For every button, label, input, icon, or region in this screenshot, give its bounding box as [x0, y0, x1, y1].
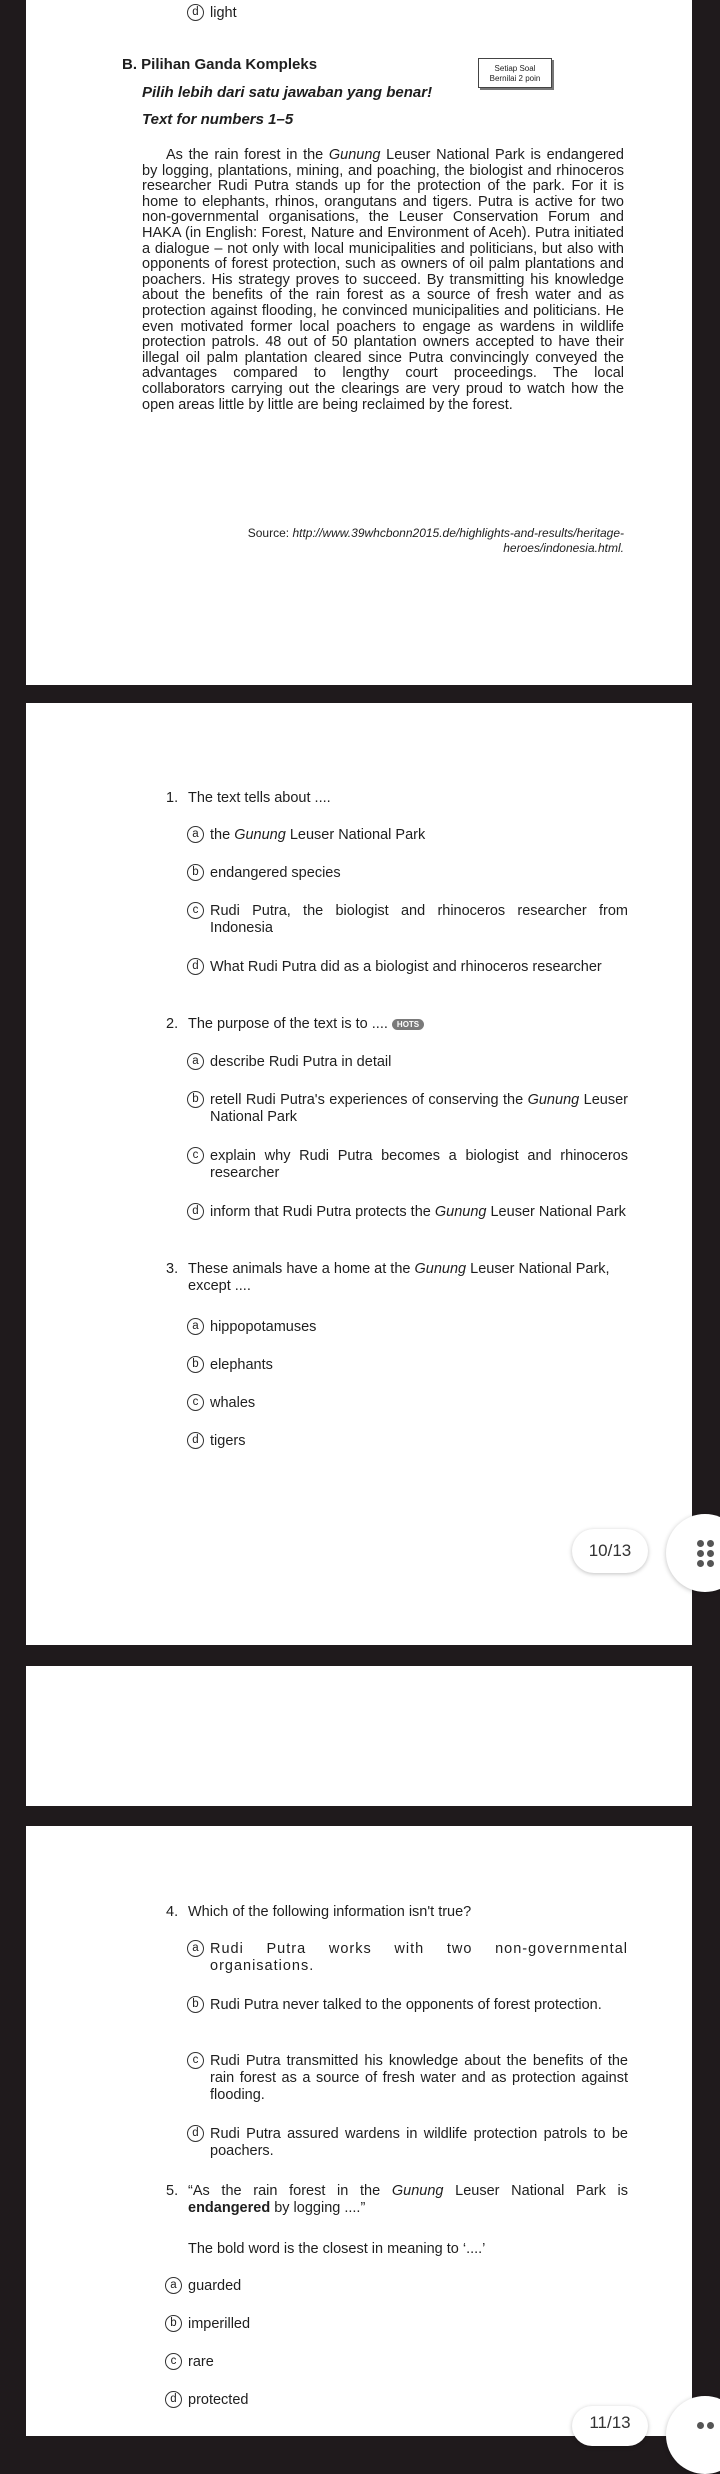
- page-indicator: 11/13: [572, 2406, 648, 2446]
- score-line-2: Bernilai 2 poin: [489, 74, 541, 83]
- question-bold-word: endangered: [188, 2200, 271, 2216]
- menu-dot-icon: [707, 2422, 714, 2429]
- option-text: What Rudi Putra did as a biologist and rhinoceros researcher: [210, 959, 602, 975]
- question-number: 3.: [166, 1261, 179, 1277]
- menu-dot-icon: [697, 1560, 704, 1567]
- page-indicator: 10/13: [572, 1529, 648, 1573]
- option-letter: c: [187, 902, 204, 919]
- option-text-italic: Gunung: [527, 1092, 580, 1108]
- q5-option-b[interactable]: [166, 2316, 606, 2333]
- option-text: Rudi Putra, the biologist and rhinoceros researcher from Indonesia: [210, 903, 628, 936]
- option-text-start: the: [210, 827, 235, 843]
- option-text: Rudi Putra works with two non-governmental organisations.: [210, 1941, 628, 1974]
- option-letter: c: [165, 2353, 182, 2370]
- option-letter: a: [187, 1318, 204, 1335]
- score-line-1: Setiap Soal: [494, 64, 536, 73]
- option-text: [188, 1092, 628, 1126]
- option-letter: b: [187, 1356, 204, 1373]
- option-letter: d: [187, 1432, 204, 1449]
- option-text: elephants: [210, 1357, 273, 1373]
- option-letter: d: [187, 1203, 204, 1220]
- option-text: light: [210, 5, 237, 21]
- option-text: [188, 1204, 628, 1221]
- q3-option-d[interactable]: [188, 1433, 628, 1450]
- page-2: [26, 703, 692, 1645]
- question-2: [166, 1016, 628, 1033]
- option-text: protected: [188, 2392, 249, 2408]
- q1-option-a[interactable]: [188, 827, 628, 844]
- option-text: hippopotamuses: [210, 1319, 317, 1335]
- option-text: describe Rudi Putra in detail: [210, 1054, 392, 1070]
- q4-option-a[interactable]: [188, 1941, 628, 1975]
- prev-option-d[interactable]: [188, 5, 628, 22]
- option-letter: a: [187, 1940, 204, 1957]
- option-text-rest: Leuser National Park: [210, 1092, 628, 1125]
- menu-dot-icon: [697, 1540, 704, 1547]
- source-url[interactable]: http://www.39whcbonn2015.de/highlights-and-results/heritage-heroes/indonesia.html.: [292, 526, 624, 555]
- passage-start: As the rain forest in the: [166, 147, 329, 163]
- q2-option-b[interactable]: [188, 1092, 628, 1126]
- option-text-rest: Leuser National Park: [486, 1204, 626, 1220]
- menu-dot-icon: [707, 1550, 714, 1557]
- section-title: B. Pilihan Ganda Kompleks: [122, 56, 318, 73]
- question-text-start: “As the rain forest in the: [188, 2183, 392, 2199]
- source-label: Source:: [247, 526, 293, 540]
- q5-option-d[interactable]: [166, 2392, 606, 2409]
- passage-italic: Gunung: [328, 147, 381, 163]
- q3-option-b[interactable]: [188, 1357, 628, 1374]
- q3-option-a[interactable]: [188, 1319, 628, 1336]
- q4-option-d[interactable]: [188, 2126, 628, 2160]
- question-text-wrap: [166, 1016, 628, 1033]
- option-letter: d: [165, 2391, 182, 2408]
- option-text-start: retell Rudi Putra's experiences of conserving the: [210, 1092, 528, 1108]
- q4-option-b[interactable]: [188, 1997, 628, 2014]
- option-text: explain why Rudi Putra becomes a biologist and rhinoceros researcher: [210, 1148, 628, 1181]
- question-5-sub: The bold word is the closest in meaning to ‘....’: [188, 2241, 486, 2257]
- option-letter: c: [187, 1394, 204, 1411]
- option-letter: c: [187, 2052, 204, 2069]
- option-letter: b: [165, 2315, 182, 2332]
- question-text-rest: Leuser National Park is: [443, 2183, 628, 2199]
- q5-option-a[interactable]: [166, 2278, 606, 2295]
- score-box: [478, 58, 552, 88]
- option-text-italic: Gunung: [434, 1204, 487, 1220]
- option-text: rare: [188, 2354, 214, 2370]
- text-heading: Text for numbers 1–5: [142, 111, 294, 128]
- question-3: [166, 1261, 628, 1295]
- question-text: The text tells about ....: [188, 790, 331, 806]
- page-1: [26, 0, 692, 685]
- option-text: imperilled: [188, 2316, 251, 2332]
- q3-option-c[interactable]: [188, 1395, 628, 1412]
- question-number: 4.: [166, 1904, 179, 1920]
- question-5: [166, 2183, 628, 2217]
- menu-dot-icon: [707, 1540, 714, 1547]
- option-text: guarded: [188, 2278, 242, 2294]
- question-number: 2.: [166, 1016, 179, 1032]
- question-text: [166, 2183, 628, 2217]
- passage: [142, 148, 624, 413]
- question-text-end: by logging ....”: [270, 2200, 366, 2216]
- option-letter: b: [187, 1996, 204, 2013]
- option-text-italic: Gunung: [234, 827, 286, 843]
- passage-rest: Leuser National Park is endangered by logging, plantations, mining, and poaching, the biologist and rhinoceros researcher Rudi Putra stands up for the protection of the park. For it is home to elephants, rhinos, orangutans and tigers. Putra is active for two non-governmental organisations, the Leuser Conservation Forum and HAKA (in English: Forest, Nature and Environment of Aceh). Putra initiated a dialogue – not only with local municipalities and politicians, but also with opponents of forest protection, such as owners of oil palm plantations and poachers. His strategy proves to succeed. By transmitting his knowledge about the benefits of the rain forest as a source of fresh water and as protection against flooding, he convinced municipalities and politicians. He even motivated former local poachers to engage as wardens in wildlife protection patrols. 48 out of 50 plantation owners accepted to have their illegal oil palm plantation cleared since Putra convincingly conveyed the advantages compared to lengthy court proceedings. The local collaborators carrying out the clearings are very proud to watch how the open areas little by little are being reclaimed by the forest.: [142, 147, 624, 413]
- q1-option-c[interactable]: [188, 903, 628, 937]
- option-letter: c: [187, 1147, 204, 1164]
- question-text-rest: Leuser National Park, except ....: [188, 1261, 610, 1294]
- menu-dot-icon: [697, 1550, 704, 1557]
- question-4: [166, 1904, 628, 1921]
- question-text: [166, 1261, 628, 1295]
- q1-option-b[interactable]: [188, 865, 628, 882]
- instruction: Pilih lebih dari satu jawaban yang benar!: [142, 84, 433, 101]
- question-text-italic: Gunung: [414, 1261, 467, 1277]
- option-letter: a: [187, 826, 204, 843]
- option-text-rest: Leuser National Park: [285, 827, 426, 843]
- option-text: [188, 827, 628, 844]
- question-text-start: These animals have a home at the: [188, 1261, 415, 1277]
- option-letter: b: [187, 864, 204, 881]
- menu-dot-icon: [697, 2422, 704, 2429]
- option-text: Rudi Putra never talked to the opponents of forest protection.: [210, 1997, 602, 2013]
- source: [142, 526, 624, 556]
- question-text: The purpose of the text is to ....: [188, 1016, 388, 1032]
- question-1: [166, 790, 628, 807]
- question-number: 1.: [166, 790, 179, 806]
- option-letter: d: [187, 2125, 204, 2142]
- option-letter: d: [187, 4, 204, 21]
- q1-option-d[interactable]: [188, 959, 628, 976]
- option-text: Rudi Putra assured wardens in wildlife protection patrols to be poachers.: [210, 2126, 628, 2159]
- option-text: tigers: [210, 1433, 246, 1449]
- question-number: 5.: [166, 2183, 179, 2199]
- page-3-blank: [26, 1666, 692, 1806]
- question-text-italic: Gunung: [391, 2183, 444, 2199]
- q2-option-c[interactable]: [188, 1148, 628, 1182]
- option-letter: a: [187, 1053, 204, 1070]
- menu-dot-icon: [707, 1560, 714, 1567]
- option-letter: d: [187, 958, 204, 975]
- q5-option-c[interactable]: [166, 2354, 606, 2371]
- option-text-start: inform that Rudi Putra protects the: [210, 1204, 435, 1220]
- option-letter: b: [187, 1091, 204, 1108]
- page-4: [26, 1826, 692, 2436]
- q2-option-a[interactable]: [188, 1054, 628, 1071]
- option-text: whales: [210, 1395, 256, 1411]
- q2-option-d[interactable]: [188, 1204, 628, 1221]
- option-letter: a: [165, 2277, 182, 2294]
- question-text: Which of the following information isn't true?: [188, 1904, 472, 1920]
- q4-option-c[interactable]: [188, 2053, 628, 2104]
- hots-badge: HOTS: [392, 1019, 424, 1030]
- option-text: Rudi Putra transmitted his knowledge about the benefits of the rain forest as a source of fresh water and as protection against flooding.: [210, 2053, 628, 2103]
- option-text: endangered species: [210, 865, 341, 881]
